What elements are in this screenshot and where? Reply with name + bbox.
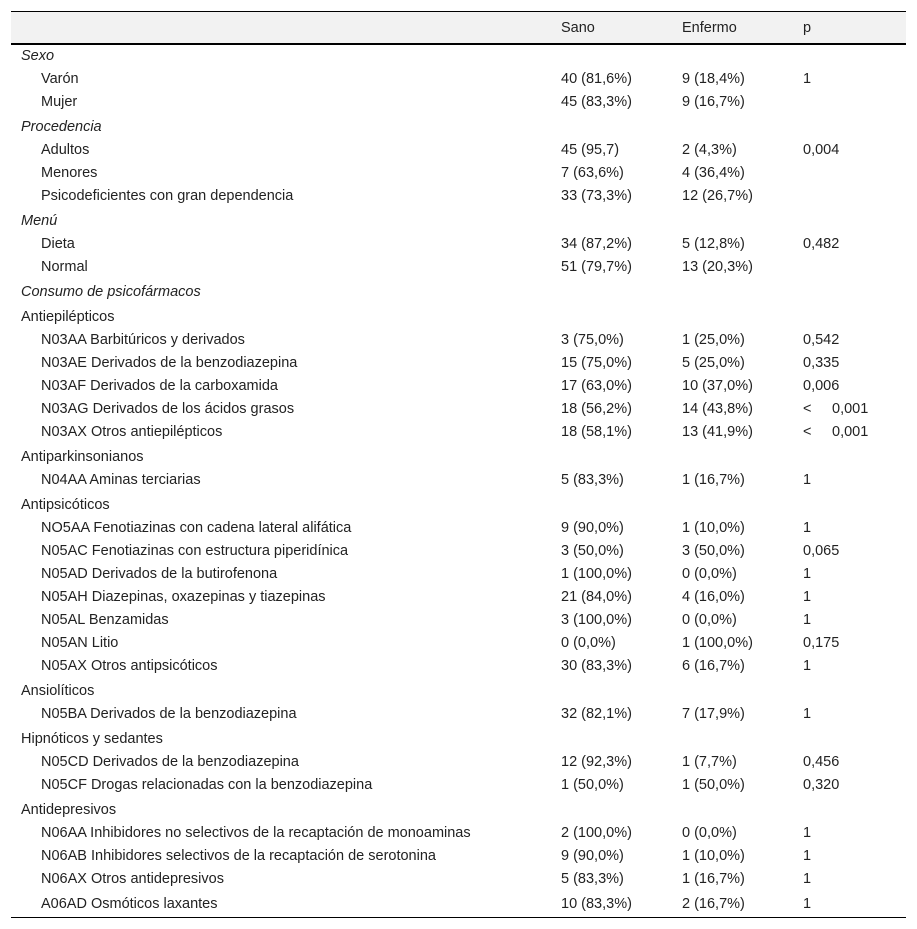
table-row [11,868,906,891]
row-label: N03AF Derivados de la carboxamida [41,378,278,394]
cell-sano: 45 (95,7) [561,142,620,158]
cell-enfermo: 9 (18,4%) [682,71,745,87]
cell-p-value [795,398,906,421]
cell-enfermo: 13 (41,9%) [682,424,753,440]
row-label: N03AG Derivados de los ácidos grasos [41,401,295,417]
row-label: N05AL Benzamidas [41,612,169,628]
row-label: Consumo de psicofármacos [21,284,201,300]
cell-enfermo: 2 (16,7%) [674,891,795,918]
header-enfermo: Enfermo [674,12,795,45]
cell-p-value: 1 [803,612,812,628]
cell-p-value [795,304,906,329]
cell-enfermo: 1 (25,0%) [682,332,745,348]
group-row [11,678,906,703]
row-label: N05AC Fenotiazinas con estructura piperidínica [41,543,349,559]
cell-sano [553,726,674,751]
row-label: N05CD Derivados de la benzodiazepina [41,754,299,770]
cell-sano: 5 (83,3%) [561,871,624,887]
cell-p-value [795,726,906,751]
table-body [11,44,906,918]
cell-enfermo: 10 (37,0%) [682,378,753,394]
cell-sano: 1 (50,0%) [561,777,624,793]
cell-sano: 21 (84,0%) [561,589,632,605]
cell-p-value: 1 [803,706,812,722]
cell-sano: 32 (82,1%) [561,706,632,722]
row-label: N06AX Otros antidepresivos [41,871,224,887]
row-label: Mujer [41,94,78,110]
p-value-text: 0,001 [832,424,869,440]
cell-p-value: 0,542 [803,332,840,348]
results-table [11,11,906,918]
cell-p-value [795,208,906,233]
category-row [11,44,906,68]
p-value-text: 0,001 [832,401,869,417]
table-row [11,563,906,586]
table-row [11,632,906,655]
row-label: N05AD Derivados de la butirofenona [41,566,278,582]
cell-p-value [795,492,906,517]
row-label: Adultos [41,142,90,158]
cell-sano: 3 (100,0%) [561,612,632,628]
row-label: N06AB Inhibidores selectivos de la recaptación de serotonina [41,848,436,864]
cell-p-value: 1 [795,891,906,918]
table-row [11,185,906,208]
cell-sano [553,208,674,233]
table-row [11,256,906,279]
table-row [11,68,906,91]
category-row [11,279,906,304]
cell-p-value: 0,482 [803,236,840,252]
less-than-sign: < [803,424,812,440]
cell-enfermo: 6 (16,7%) [682,658,745,674]
cell-enfermo: 1 (10,0%) [682,520,745,536]
table-row [11,469,906,492]
cell-sano: 18 (56,2%) [561,401,632,417]
cell-enfermo: 1 (16,7%) [682,871,745,887]
row-label: N06AA Inhibidores no selectivos de la recaptación de monoaminas [41,825,471,841]
cell-p-value [795,797,906,822]
row-label: NO5AA Fenotiazinas con cadena lateral alifática [41,520,352,536]
group-row [11,444,906,469]
cell-p-value: 0,004 [803,142,840,158]
cell-enfermo [674,208,795,233]
cell-sano [553,678,674,703]
cell-enfermo: 12 (26,7%) [682,188,753,204]
cell-sano: 30 (83,3%) [561,658,632,674]
table-row [11,774,906,797]
cell-p-value [795,678,906,703]
cell-p-value [795,114,906,139]
cell-p-value [795,91,906,114]
cell-enfermo: 1 (7,7%) [682,754,737,770]
cell-enfermo: 1 (50,0%) [682,777,745,793]
row-label: N04AA Aminas terciarias [41,472,201,488]
cell-sano: 40 (81,6%) [561,71,632,87]
cell-p-value: 1 [803,589,812,605]
row-label: Procedencia [21,119,102,135]
cell-sano [553,492,674,517]
cell-p-value [795,185,906,208]
cell-enfermo: 4 (16,0%) [682,589,745,605]
cell-enfermo [674,726,795,751]
cell-enfermo: 1 (16,7%) [682,472,745,488]
row-label: N05BA Derivados de la benzodiazepina [41,706,297,722]
cell-enfermo [674,304,795,329]
cell-p-value [795,162,906,185]
cell-sano: 0 (0,0%) [561,635,616,651]
cell-sano: 15 (75,0%) [561,355,632,371]
cell-sano [553,114,674,139]
group-row [11,492,906,517]
cell-p-value: 1 [803,871,812,887]
cell-enfermo: 0 (0,0%) [682,566,737,582]
cell-sano: 1 (100,0%) [561,566,632,582]
row-label: Hipnóticos y sedantes [21,731,163,747]
row-label: Varón [41,71,79,87]
cell-p-value [795,421,906,444]
row-label: Menores [41,165,98,181]
cell-enfermo: 13 (20,3%) [682,259,753,275]
results-table-container [11,11,906,918]
cell-enfermo: 3 (50,0%) [682,543,745,559]
cell-sano: 51 (79,7%) [561,259,632,275]
row-label: Sexo [21,48,55,64]
less-than-sign: < [803,401,812,417]
table-row [11,162,906,185]
cell-enfermo: 9 (16,7%) [682,94,745,110]
cell-enfermo: 0 (0,0%) [682,612,737,628]
table-row [11,517,906,540]
cell-enfermo: 1 (100,0%) [682,635,753,651]
cell-p-value: 0,006 [803,378,840,394]
table-row [11,703,906,726]
table-row [11,822,906,845]
cell-enfermo: 7 (17,9%) [682,706,745,722]
row-label: Antipsicóticos [21,497,110,513]
table-header-row [11,12,906,45]
row-label: Antiepilépticos [21,309,115,325]
cell-sano: 9 (90,0%) [561,848,624,864]
row-label: Antidepresivos [21,802,117,818]
row-label: Normal [41,259,88,275]
row-label: N03AE Derivados de la benzodiazepina [41,355,298,371]
table-row [11,375,906,398]
cell-sano [553,44,674,68]
cell-p-value [795,44,906,68]
table-row [11,891,906,918]
cell-enfermo [674,114,795,139]
cell-enfermo: 0 (0,0%) [682,825,737,841]
cell-enfermo [674,444,795,469]
row-label: N05AH Diazepinas, oxazepinas y tiazepinas [41,589,326,605]
cell-p-value: 0,335 [803,355,840,371]
cell-sano: 5 (83,3%) [561,472,624,488]
row-label: N03AA Barbitúricos y derivados [41,332,245,348]
group-row [11,797,906,822]
table-row [11,609,906,632]
cell-enfermo: 5 (12,8%) [682,236,745,252]
table-row [11,845,906,868]
cell-sano: 34 (87,2%) [561,236,632,252]
row-label: N05AX Otros antipsicóticos [41,658,218,674]
cell-sano [553,444,674,469]
cell-sano: 33 (73,3%) [561,188,632,204]
cell-sano [553,304,674,329]
cell-sano: 9 (90,0%) [561,520,624,536]
row-label: Dieta [41,236,75,252]
cell-p-value [795,279,906,304]
cell-p-value: 1 [803,658,812,674]
header-label-column [11,12,553,45]
cell-p-value: 0,456 [803,754,840,770]
cell-sano [553,279,674,304]
row-label: N03AX Otros antiepilépticos [41,424,223,440]
header-sano: Sano [553,12,674,45]
table-row [11,91,906,114]
cell-enfermo: 5 (25,0%) [682,355,745,371]
cell-sano: 10 (83,3%) [553,891,674,918]
cell-p-value: 0,175 [803,635,840,651]
cell-sano: 18 (58,1%) [561,424,632,440]
cell-p-value: 1 [803,848,812,864]
row-label: Ansiolíticos [21,683,95,699]
row-label: N05CF Drogas relacionadas con la benzodiazepina [41,777,373,793]
row-label: Psicodeficientes con gran dependencia [41,188,294,204]
table-row [11,655,906,678]
category-row [11,208,906,233]
cell-p-value: 0,320 [803,777,840,793]
cell-enfermo: 4 (36,4%) [682,165,745,181]
table-row [11,352,906,375]
cell-sano: 3 (75,0%) [561,332,624,348]
cell-p-value: 1 [803,825,812,841]
table-row [11,329,906,352]
cell-enfermo [674,797,795,822]
cell-p-value [795,444,906,469]
group-row [11,726,906,751]
cell-enfermo [674,279,795,304]
cell-enfermo: 2 (4,3%) [682,142,737,158]
cell-sano: 12 (92,3%) [561,754,632,770]
table-row [11,540,906,563]
cell-sano: 3 (50,0%) [561,543,624,559]
row-label: Menú [21,213,58,229]
cell-sano: 2 (100,0%) [561,825,632,841]
table-row [11,586,906,609]
cell-enfermo [674,492,795,517]
cell-p-value [795,256,906,279]
cell-enfermo [674,678,795,703]
cell-p-value: 1 [803,472,812,488]
category-row [11,114,906,139]
header-p: p [795,12,906,45]
cell-enfermo: 1 (10,0%) [682,848,745,864]
cell-sano: 45 (83,3%) [561,94,632,110]
cell-p-value: 1 [803,566,812,582]
table-row [11,398,906,421]
cell-enfermo [674,44,795,68]
cell-p-value: 1 [803,520,812,536]
group-row [11,304,906,329]
cell-sano: 7 (63,6%) [561,165,624,181]
row-label: A06AD Osmóticos laxantes [11,891,553,918]
table-row [11,751,906,774]
cell-p-value: 0,065 [803,543,840,559]
table-row [11,421,906,444]
cell-p-value: 1 [803,71,812,87]
cell-enfermo: 14 (43,8%) [682,401,753,417]
table-row [11,139,906,162]
cell-sano [553,797,674,822]
row-label: N05AN Litio [41,635,119,651]
table-row [11,233,906,256]
row-label: Antiparkinsonianos [21,449,144,465]
cell-sano: 17 (63,0%) [561,378,632,394]
